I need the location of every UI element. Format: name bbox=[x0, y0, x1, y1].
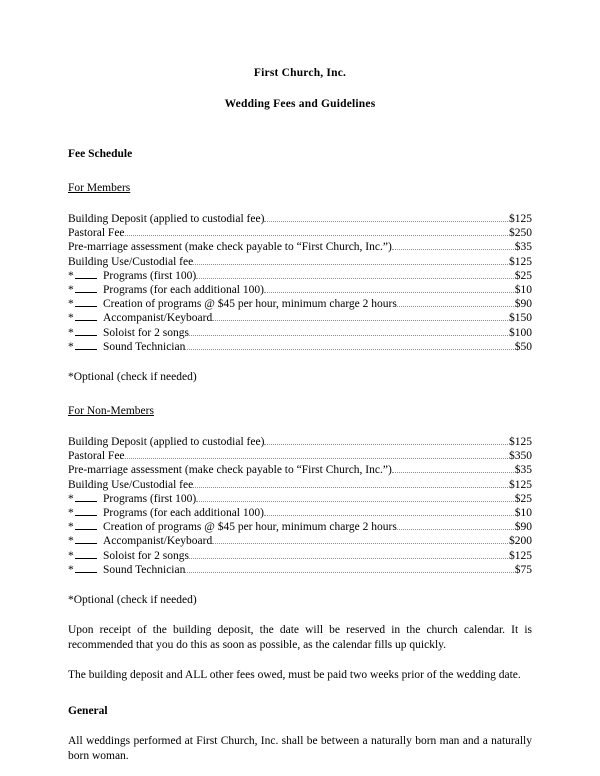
optional-asterisk: * bbox=[68, 492, 74, 505]
optional-note-non-members: *Optional (check if needed) bbox=[68, 594, 197, 607]
section-heading-fee-schedule: Fee Schedule bbox=[68, 148, 133, 160]
optional-asterisk: * bbox=[68, 340, 74, 353]
fee-label: Programs (first 100) bbox=[103, 269, 197, 282]
fee-label: Building Use/Custodial fee bbox=[68, 478, 194, 491]
members-group bbox=[68, 178, 532, 196]
non-members-group bbox=[68, 401, 532, 419]
fee-label: Building Deposit (applied to custodial fee) bbox=[68, 213, 265, 225]
fee-row bbox=[68, 534, 532, 548]
fee-row bbox=[68, 226, 532, 240]
policy-paragraph-deposit: Upon receipt of the building deposit, the date will be reserved in the church calendar. It is recommended that you do this as soon as possible, as the calendar fills up quickly. bbox=[68, 624, 532, 652]
fee-row bbox=[68, 478, 532, 492]
fee-label: Soloist for 2 songs bbox=[103, 326, 189, 339]
dot-leader bbox=[212, 542, 508, 544]
fee-row bbox=[68, 311, 532, 325]
dot-leader bbox=[189, 557, 508, 559]
fee-row bbox=[68, 240, 532, 254]
fee-amount: $250 bbox=[509, 227, 532, 240]
fee-amount: $50 bbox=[514, 340, 532, 353]
fee-label: Programs (for each additional 100) bbox=[103, 284, 264, 297]
fee-label: Creation of programs @ $45 per hour, minimum charge 2 hours bbox=[103, 521, 397, 534]
dot-leader bbox=[264, 514, 514, 516]
group-heading-non-members: For Non-Members bbox=[68, 405, 154, 418]
fee-amount: $125 bbox=[509, 436, 532, 449]
fee-label: Pre-marriage assessment (make check payable to “First Church, Inc.”) bbox=[68, 464, 392, 477]
dot-leader bbox=[264, 220, 508, 222]
fee-label: Sound Technician bbox=[103, 340, 186, 353]
optional-asterisk: * bbox=[68, 269, 74, 282]
optional-asterisk: * bbox=[68, 298, 74, 311]
fee-row bbox=[68, 506, 532, 520]
fee-label: Pre-marriage assessment (make check payable to “First Church, Inc.”) bbox=[68, 241, 392, 254]
fee-row bbox=[68, 326, 532, 340]
optional-asterisk: * bbox=[68, 521, 74, 534]
fee-row bbox=[68, 212, 532, 226]
policy-paragraph-payment: The building deposit and ALL other fees owed, must be paid two weeks prior of the wedding date. bbox=[68, 669, 521, 682]
document-title-primary: First Church, Inc. bbox=[253, 67, 347, 79]
optional-asterisk: * bbox=[68, 326, 74, 339]
optional-note-members: *Optional (check if needed) bbox=[68, 371, 197, 384]
fee-amount: $25 bbox=[514, 269, 532, 282]
fee-label: Programs (for each additional 100) bbox=[103, 507, 264, 520]
optional-asterisk: * bbox=[68, 507, 74, 520]
fee-amount: $125 bbox=[509, 213, 532, 225]
group-heading-members: For Members bbox=[68, 182, 131, 194]
fee-label: Accompanist/Keyboard bbox=[103, 535, 213, 548]
optional-checkbox-blank[interactable] bbox=[75, 340, 97, 350]
dot-leader bbox=[196, 277, 513, 279]
fee-amount: $200 bbox=[509, 535, 532, 548]
fee-list-non-members bbox=[68, 435, 532, 577]
fee-list-members bbox=[68, 212, 532, 354]
dot-leader bbox=[397, 528, 514, 530]
fee-label: Building Use/Custodial fee bbox=[68, 255, 194, 268]
dot-leader bbox=[185, 571, 513, 573]
fee-amount: $35 bbox=[514, 464, 532, 477]
fee-amount: $10 bbox=[514, 284, 532, 297]
fee-row bbox=[68, 563, 532, 577]
optional-checkbox-blank[interactable] bbox=[75, 269, 97, 279]
dot-leader bbox=[264, 443, 508, 445]
fee-amount: $10 bbox=[514, 507, 532, 520]
optional-checkbox-blank[interactable] bbox=[75, 326, 97, 336]
fee-amount: $125 bbox=[509, 478, 532, 491]
optional-checkbox-blank[interactable] bbox=[75, 563, 97, 573]
dot-leader bbox=[125, 457, 508, 459]
fee-label: Soloist for 2 songs bbox=[103, 549, 189, 562]
general-paragraph-weddings: All weddings performed at First Church, Inc. shall be between a naturally born man and a naturally born woman. bbox=[68, 735, 532, 763]
fee-label: Programs (first 100) bbox=[103, 492, 197, 505]
optional-checkbox-blank[interactable] bbox=[75, 492, 97, 502]
dot-leader bbox=[212, 319, 508, 321]
dot-leader bbox=[185, 348, 513, 350]
optional-asterisk: * bbox=[68, 312, 74, 325]
optional-checkbox-blank[interactable] bbox=[75, 520, 97, 530]
optional-asterisk: * bbox=[68, 549, 74, 562]
fee-row bbox=[68, 549, 532, 563]
fee-amount: $125 bbox=[509, 549, 532, 562]
fee-row bbox=[68, 520, 532, 534]
dot-leader bbox=[189, 334, 508, 336]
dot-leader bbox=[193, 263, 508, 265]
optional-checkbox-blank[interactable] bbox=[75, 534, 97, 544]
fee-row bbox=[68, 255, 532, 269]
fee-row bbox=[68, 269, 532, 283]
fee-label: Creation of programs @ $45 per hour, minimum charge 2 hours bbox=[103, 298, 397, 311]
fee-label: Pastoral Fee bbox=[68, 227, 125, 240]
optional-checkbox-blank[interactable] bbox=[75, 549, 97, 559]
optional-checkbox-blank[interactable] bbox=[75, 506, 97, 516]
fee-amount: $150 bbox=[509, 312, 532, 325]
dot-leader bbox=[264, 291, 514, 293]
dot-leader bbox=[196, 500, 513, 502]
document-title-secondary: Wedding Fees and Guidelines bbox=[224, 98, 376, 110]
fee-row bbox=[68, 492, 532, 506]
optional-checkbox-blank[interactable] bbox=[75, 283, 97, 293]
fee-label: Pastoral Fee bbox=[68, 450, 125, 463]
dot-leader bbox=[193, 486, 508, 488]
fee-amount: $75 bbox=[514, 563, 532, 576]
fee-label: Sound Technician bbox=[103, 563, 186, 576]
optional-checkbox-blank[interactable] bbox=[75, 311, 97, 321]
fee-amount: $35 bbox=[514, 241, 532, 254]
fee-amount: $125 bbox=[509, 255, 532, 268]
optional-checkbox-blank[interactable] bbox=[75, 297, 97, 307]
fee-amount: $90 bbox=[514, 521, 532, 534]
fee-label: Building Deposit (applied to custodial fee) bbox=[68, 436, 265, 449]
dot-leader bbox=[392, 471, 514, 473]
dot-leader bbox=[397, 305, 514, 307]
fee-row bbox=[68, 283, 532, 297]
optional-asterisk: * bbox=[68, 535, 74, 548]
fee-row bbox=[68, 435, 532, 449]
fee-amount: $25 bbox=[514, 492, 532, 505]
fee-amount: $90 bbox=[514, 298, 532, 311]
fee-row bbox=[68, 340, 532, 354]
fee-amount: $100 bbox=[509, 326, 532, 339]
optional-asterisk: * bbox=[68, 563, 74, 576]
dot-leader bbox=[392, 248, 514, 250]
fee-label: Accompanist/Keyboard bbox=[103, 312, 213, 325]
fee-row bbox=[68, 463, 532, 477]
optional-asterisk: * bbox=[68, 284, 74, 297]
fee-row bbox=[68, 449, 532, 463]
dot-leader bbox=[125, 234, 508, 236]
fee-row bbox=[68, 297, 532, 311]
section-heading-general: General bbox=[68, 705, 108, 718]
fee-amount: $350 bbox=[509, 450, 532, 463]
